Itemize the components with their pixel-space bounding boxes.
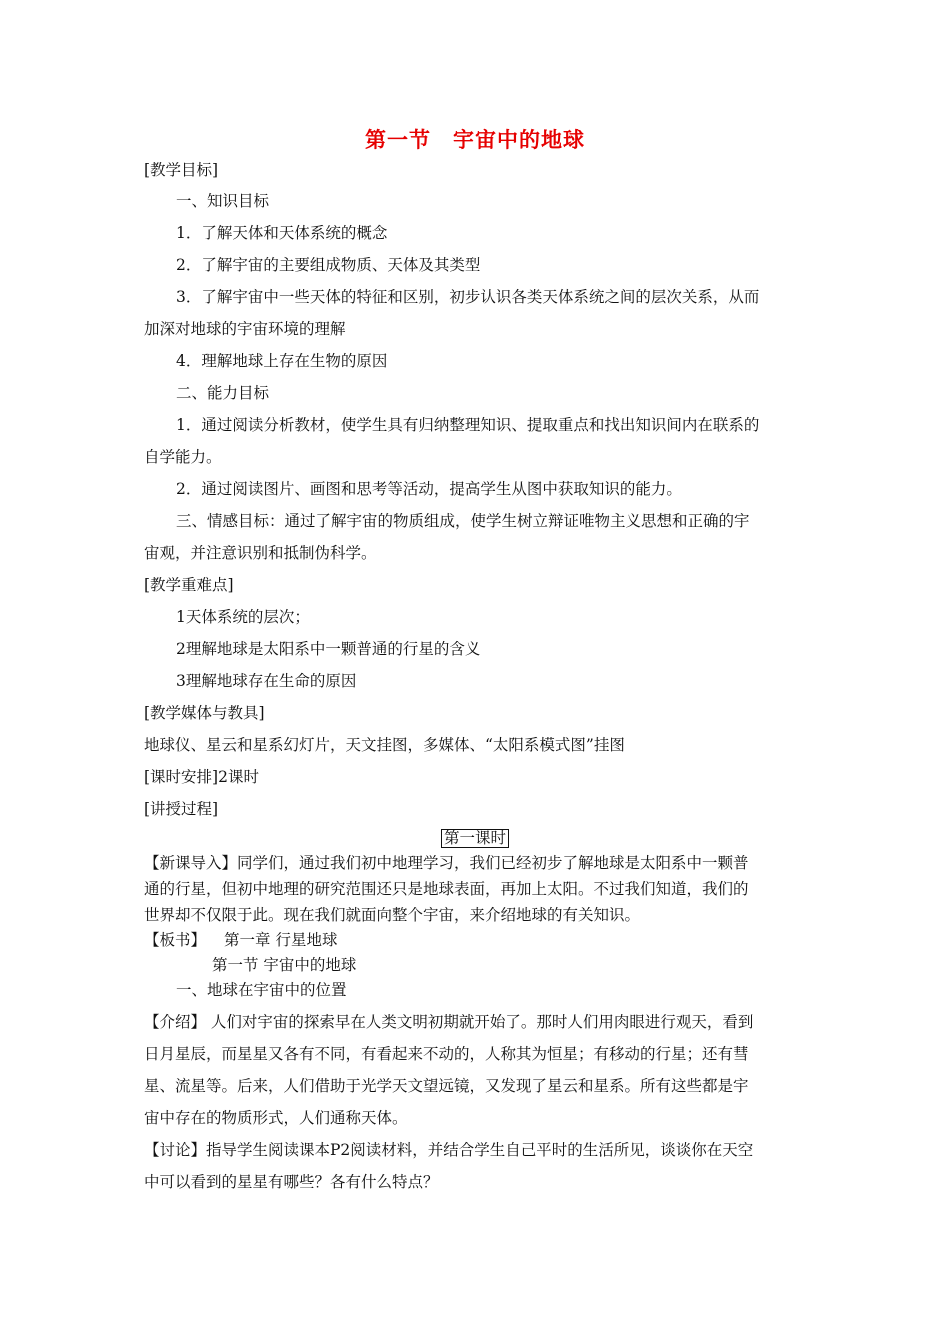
introduce-line-4: 宙中存在的物质形式，人们通称天体。 bbox=[144, 1109, 408, 1127]
knowledge-item-3: 3．了解宇宙中一些天体的特征和区别，初步认识各类天体系统之间的层次关系，从而 bbox=[176, 288, 760, 306]
media-header: [教学媒体与教具] bbox=[144, 704, 265, 722]
introduce-line-3: 星、流星等。后来，人们借助于光学天文望远镜，又发现了星云和星系。所有这些都是宇 bbox=[144, 1077, 749, 1095]
board-chapter: 第一章 行星地球 bbox=[224, 931, 338, 949]
knowledge-item-1: 1．了解天体和天体系统的概念 bbox=[176, 224, 388, 242]
ability-item-2: 2．通过阅读图片、画图和思考等活动，提高学生从图中获取知识的能力。 bbox=[176, 480, 682, 498]
intro-line-3: 世界却不仅限于此。现在我们就面向整个宇宙，来介绍地球的有关知识。 bbox=[144, 906, 641, 924]
media-text: 地球仪、星云和星系幻灯片，天文挂图，多媒体、“太阳系模式图”挂图 bbox=[144, 736, 625, 754]
emotion-goal: 三、情感目标：通过了解宇宙的物质组成，使学生树立辩证唯物主义思想和正确的宇 bbox=[176, 512, 750, 530]
introduce-line-1: 【介绍】 人们对宇宙的探索早在人类文明初期就开始了。那时人们用肉眼进行观天，看到 bbox=[144, 1013, 754, 1031]
knowledge-item-2: 2．了解宇宙的主要组成物质、天体及其类型 bbox=[176, 256, 481, 274]
key-points-header: [教学重难点] bbox=[144, 576, 234, 594]
key-point-1: 1天体系统的层次； bbox=[176, 608, 310, 626]
key-point-2: 2理解地球是太阳系中一颗普通的行星的含义 bbox=[176, 640, 481, 658]
intro-line-2: 通的行星，但初中地理的研究范围还只是地球表面，再加上太阳。不过我们知道，我们的 bbox=[144, 880, 749, 898]
board-section: 第一节 宇宙中的地球 bbox=[212, 956, 357, 974]
emotion-goal-cont: 宙观，并注意识别和抵制伪科学。 bbox=[144, 544, 377, 562]
board-subsection: 一、地球在宇宙中的位置 bbox=[176, 981, 347, 999]
knowledge-item-4: 4．理解地球上存在生物的原因 bbox=[176, 352, 388, 370]
lesson-label: 第一课时 bbox=[441, 829, 509, 848]
ability-item-1: 1．通过阅读分析教材，使学生具有归纳整理知识、提取重点和找出知识间内在联系的 bbox=[176, 416, 760, 434]
schedule: [课时安排]2课时 bbox=[144, 768, 259, 786]
discussion-line-2: 中可以看到的星星有哪些？各有什么特点？ bbox=[144, 1173, 439, 1191]
knowledge-heading: 一、知识目标 bbox=[176, 192, 270, 210]
page-title: 第一节 宇宙中的地球 bbox=[365, 127, 585, 152]
intro-line-1: 【新课导入】同学们，通过我们初中地理学习，我们已经初步了解地球是太阳系中一颗普 bbox=[144, 854, 749, 872]
process-header: [讲授过程] bbox=[144, 800, 219, 818]
introduce-line-2: 日月星辰，而星星又各有不同，有看起来不动的，人称其为恒星；有移动的行星；还有彗 bbox=[144, 1045, 749, 1063]
key-point-3: 3理解地球存在生命的原因 bbox=[176, 672, 357, 690]
objectives-header: [教学目标] bbox=[144, 161, 219, 179]
knowledge-item-3-cont: 加深对地球的宇宙环境的理解 bbox=[144, 320, 346, 338]
discussion-line-1: 【讨论】指导学生阅读课本P2阅读材料，并结合学生自己平时的生活所见，谈谈你在天空 bbox=[144, 1141, 754, 1159]
ability-item-1-cont: 自学能力。 bbox=[144, 448, 222, 466]
board-row bbox=[144, 930, 814, 950]
lesson-label-row bbox=[0, 828, 950, 848]
board-label: 【板书】 bbox=[144, 931, 207, 949]
ability-heading: 二、能力目标 bbox=[176, 384, 270, 402]
